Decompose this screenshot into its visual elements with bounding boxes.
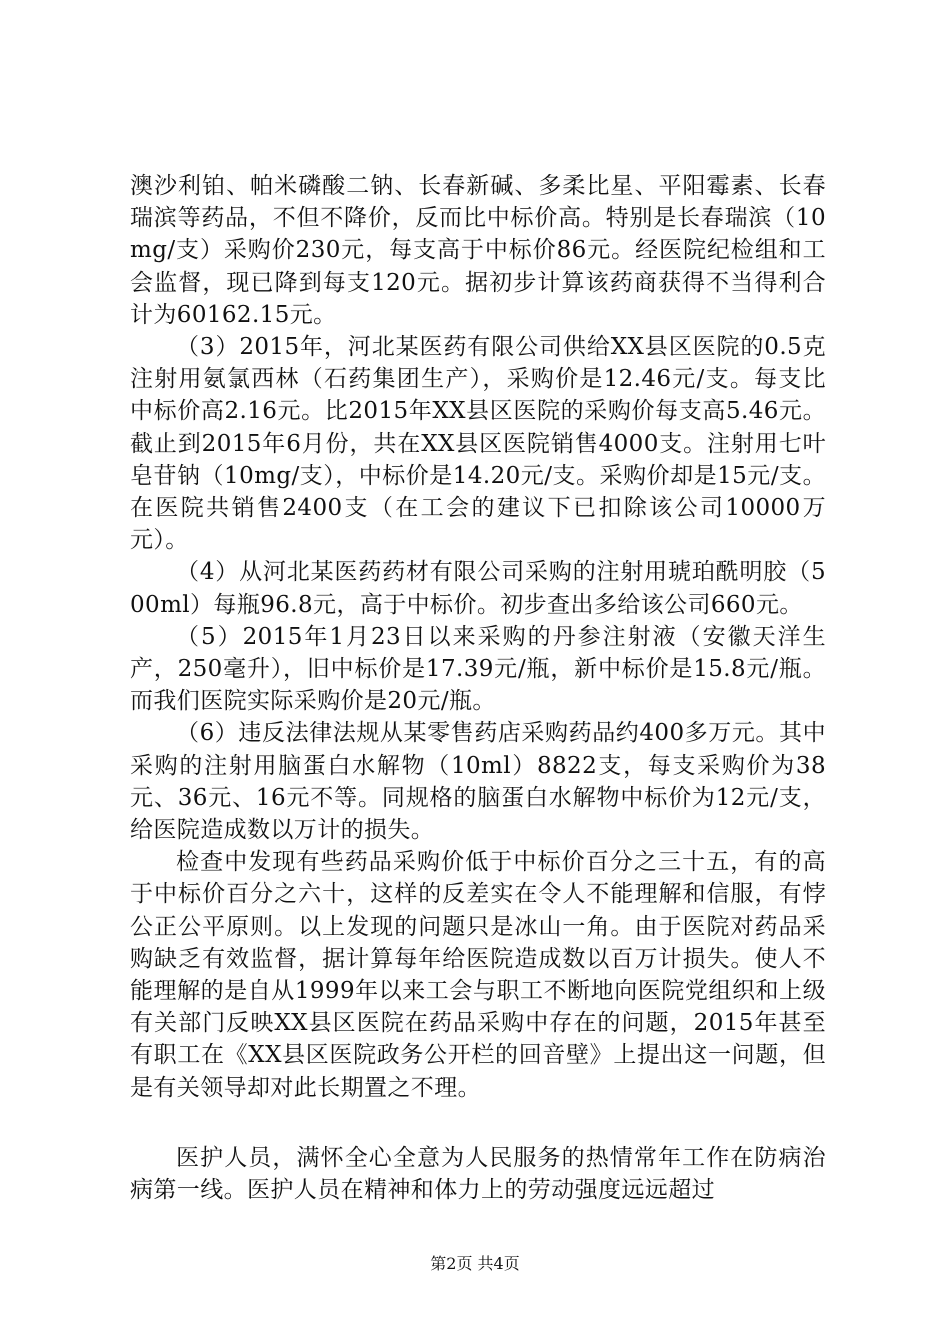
paragraph-4: （5）2015年1月23日以来采购的丹参注射液（安徽天洋生产，250毫升），旧中标价是17.39元/瓶，新中标价是15.8元/瓶。而我们医院实际采购价是20元/瓶。 (130, 623, 826, 715)
paragraph-gap (130, 1104, 826, 1142)
paragraph-3: （4）从河北某医药药材有限公司采购的注射用琥珀酰明胶（500ml）每瓶96.8元，高于中标价。初步查出多给该公司660元。 (130, 559, 826, 618)
paragraph-5: （6）违反法律法规从某零售药店采购药品约400多万元。其中采购的注射用脑蛋白水解物（10ml）8822支，每支采购价为38元、36元、16元不等。同规格的脑蛋白水解物中标价为12元/支，给医院造成数以万计的损失。 (130, 720, 826, 844)
paragraph-1: 澳沙利铂、帕米磷酸二钠、长春新碱、多柔比星、平阳霉素、长春瑞滨等药品，不但不降价，反而比中标价高。特别是长春瑞滨（10mg/支）采购价230元，每支高于中标价86元。经医院纪检组和工会监督，现已降到每支120元。据初步计算该药商获得不当得利合计为60162.15元。 (130, 173, 826, 328)
paragraph-2: （3）2015年，河北某医药有限公司供给XX县区医院的0.5克注射用氨氯西林（石药集团生产），采购价是12.46元/支。每支比中标价高2.16元。比2015年XX县区医院的采购价每支高5.46元。截止到2015年6月份，共在XX县区医院销售4000支。注射用七叶皂苷钠（10mg/支），中标价是14.20元/支。采购价却是15元/支。在医院共销售2400支（在工会的建议下已扣除该公司10000万元）。 (130, 334, 826, 554)
document-body (130, 170, 826, 1206)
page-footer: 第2页 共4页 (430, 1254, 520, 1273)
paragraph-6: 检查中发现有些药品采购价低于中标价百分之三十五，有的高于中标价百分之六十，这样的反差实在令人不能理解和信服，有悖公正公平原则。以上发现的问题只是冰山一角。由于医院对药品采购缺乏有效监督，据计算每年给医院造成数以百万计损失。使人不能理解的是自从1999年以来工会与职工不断地向医院党组织和上级有关部门反映XX县区医院在药品采购中存在的问题，2015年甚至有职工在《XX县区医院政务公开栏的回音壁》上提出这一问题，但是有关领导却对此长期置之不理。 (130, 849, 826, 1101)
paragraph-7: 医护人员，满怀全心全意为人民服务的热情常年工作在防病治病第一线。医护人员在精神和体力上的劳动强度远远超过 (130, 1144, 826, 1204)
